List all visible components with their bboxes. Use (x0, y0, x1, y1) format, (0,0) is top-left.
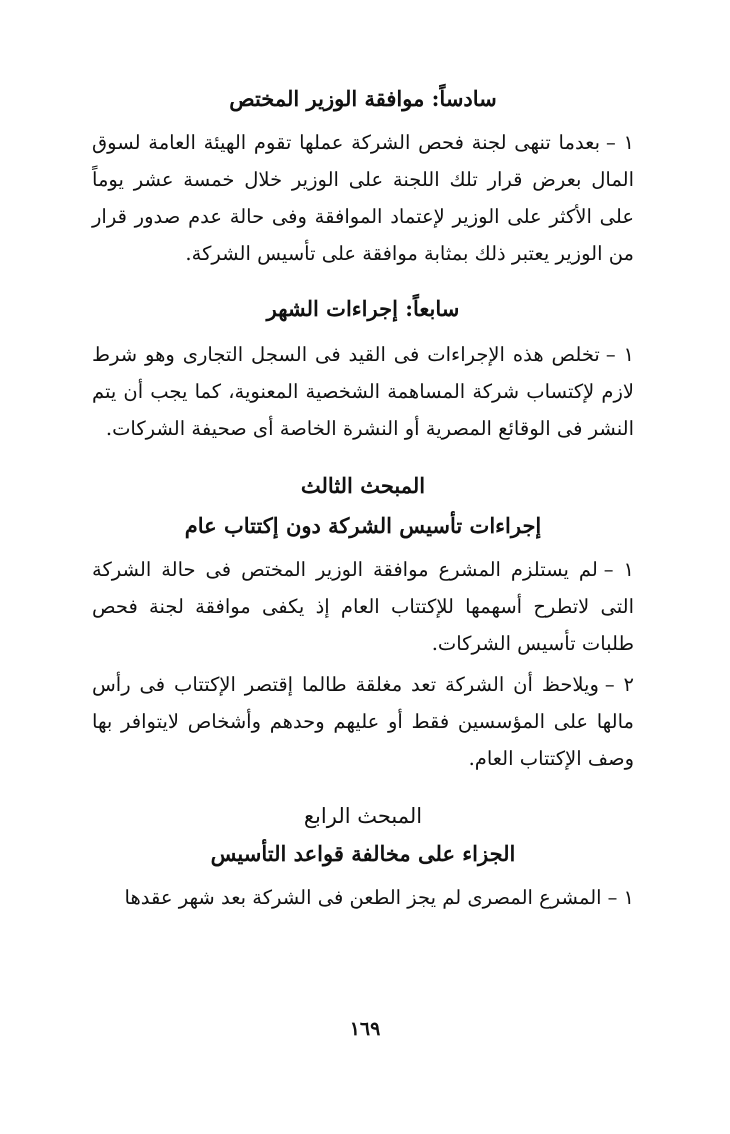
topic-heading-fourth: المبحث الرابع (303, 804, 423, 828)
page-number: ١٦٩ (349, 1018, 381, 1040)
paragraph-third-2 (92, 666, 634, 777)
section-heading-seventh: سابعاً: إجراءات الشهر (266, 296, 460, 321)
topic-subheading-fourth: الجزاء على مخالفة قواعد التأسيس (210, 841, 516, 866)
topic-heading-third: المبحث الثالث (300, 473, 426, 498)
paragraph-text: بعدما تنهى لجنة فحص الشركة عملها تقوم الهيئة العامة لسوق المال بعرض قرار تلك اللجنة على الوزير خلال خمسة عشر يوماً على الأكثر على الوزير لإعتماد الموافقة وفى حالة عدم صدور قرار من الوزير يعتبر ذلك بمثابة موافقة على تأسيس الشركة. (92, 131, 634, 265)
paragraph-sixth-1 (92, 124, 634, 272)
paragraph-text: المشرع المصرى لم يجز الطعن فى الشركة بعد شهر عقدها (124, 886, 602, 909)
paragraph-text: لم يستلزم المشرع موافقة الوزير المختص فى حالة الشركة التى لاتطرح أسهمها للإكتتاب العام إذ يكفى موافقة لجنة فحص طلبات تأسيس الشركات. (92, 558, 634, 655)
item-number: ٢ – (604, 673, 634, 696)
paragraph-third-1 (92, 551, 634, 662)
item-number: ١ – (607, 886, 634, 909)
paragraph-fourth-1 (92, 879, 634, 916)
paragraph-seventh-1 (92, 336, 634, 447)
paragraph-text: ويلاحظ أن الشركة تعد مغلقة طالما إقتصر الإكتتاب فى رأس مالها على المؤسسين فقط أو عليهم وحدهم وأشخاص لايتوافر بها وصف الإكتتاب العام. (92, 673, 634, 770)
section-heading-sixth: سادساً: موافقة الوزير المختص (229, 86, 497, 111)
paragraph-text: تخلص هذه الإجراءات فى القيد فى السجل التجارى وهو شرط لازم لإكتساب شركة المساهمة الشخصية المعنوية، كما يجب أن يتم النشر فى الوقائع المصرية أو النشرة الخاصة أى صحيفة الشركات. (92, 343, 634, 440)
item-number: ١ – (603, 558, 634, 581)
item-number: ١ – (606, 131, 635, 154)
item-number: ١ – (605, 343, 634, 366)
topic-subheading-third: إجراءات تأسيس الشركة دون إكتتاب عام (184, 513, 542, 538)
